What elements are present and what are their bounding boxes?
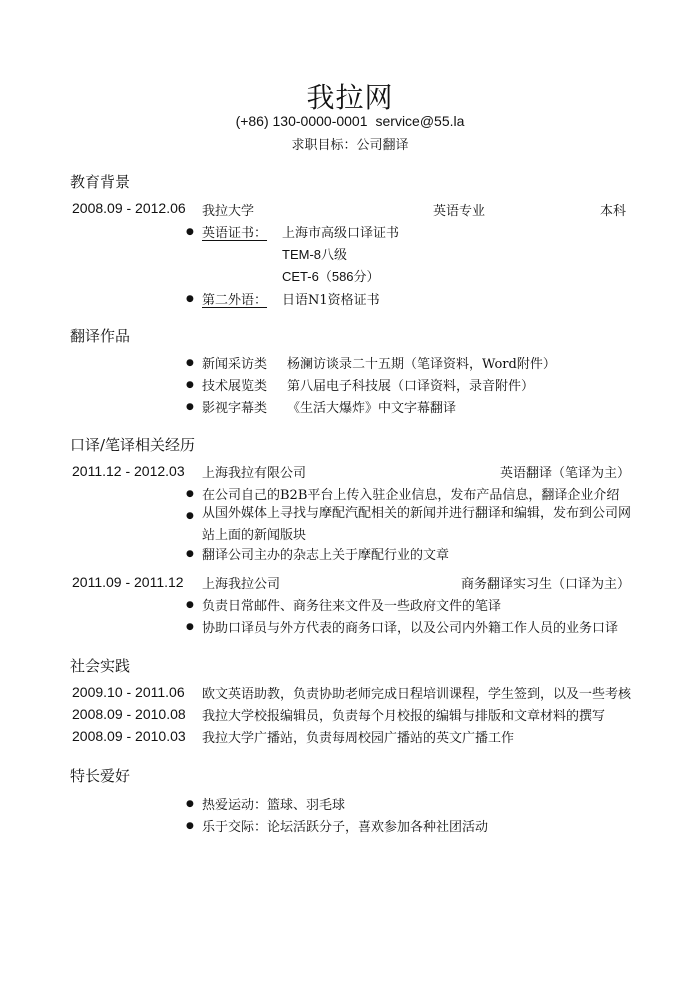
- job-date: 2011.12 - 2012.03: [72, 463, 185, 479]
- job-objective: 求职目标：公司翻译: [291, 138, 409, 153]
- job-duty: 负责日常邮件、商务往来文件及一些政府文件的笔译: [202, 599, 502, 614]
- email-address: service@55.la: [375, 113, 465, 129]
- job-date: 2011.09 - 2011.12: [72, 574, 184, 590]
- cert-label-second-language: 第二外语：: [202, 293, 268, 308]
- practice-description: 我拉大学广播站，负责每周校园广播站的英文广播工作: [202, 731, 515, 746]
- major: 英语专业: [433, 204, 486, 219]
- bullet-icon: ●: [186, 799, 194, 809]
- practice-description: 我拉大学校报编辑员，负责每个月校报的编辑与排版和文章材料的撰写: [202, 709, 606, 724]
- work-category: 新闻采访类: [202, 357, 268, 372]
- bullet-icon: ●: [186, 380, 194, 390]
- hobby-item: 乐于交际：论坛活跃分子，喜欢参加各种社团活动: [202, 820, 489, 835]
- work-description: 《生活大爆炸》中文字幕翻译: [287, 401, 457, 416]
- degree: 本科: [600, 204, 627, 219]
- phone-number: (+86) 130-0000-0001: [235, 113, 368, 129]
- cert-value: 上海市高级口译证书: [282, 226, 400, 241]
- hobby-item: 热爱运动：篮球、羽毛球: [202, 798, 346, 813]
- cert-value: 日语N1资格证书: [282, 293, 380, 308]
- bullet-icon: ●: [186, 821, 194, 831]
- job-duty: 翻译公司主办的杂志上关于摩配行业的文章: [202, 548, 450, 563]
- bullet-icon: ●: [186, 489, 194, 499]
- bullet-icon: ●: [186, 358, 194, 368]
- education-date: 2008.09 - 2012.06: [72, 200, 186, 216]
- contact-line: [0, 113, 700, 129]
- practice-date: 2008.09 - 2010.08: [72, 706, 186, 722]
- cert-label-english: 英语证书：: [202, 226, 268, 241]
- job-duty: 协助口译员与外方代表的商务口译，以及公司内外籍工作人员的业务口译: [202, 621, 619, 636]
- bullet-icon: ●: [186, 294, 194, 304]
- section-title-practice: 社会实践: [70, 657, 131, 675]
- bullet-icon: ●: [186, 600, 194, 610]
- cert-value: TEM-8八级: [282, 247, 348, 262]
- bullet-icon: ●: [186, 402, 194, 412]
- section-title-works: 翻译作品: [70, 327, 131, 345]
- job-company: 上海我拉有限公司: [202, 466, 307, 481]
- school-name: 我拉大学: [202, 204, 255, 219]
- bullet-icon: ●: [186, 549, 194, 559]
- section-title-experience: 口译/笔译相关经历: [70, 436, 196, 454]
- practice-date: 2008.09 - 2010.03: [72, 728, 186, 744]
- job-role: 商务翻译实习生（口译为主）: [460, 577, 630, 592]
- work-description: 第八届电子科技展（口译资料，录音附件）: [287, 379, 535, 394]
- job-company: 上海我拉公司: [202, 577, 281, 592]
- job-duty: 在公司自己的B2B平台上传入驻企业信息，发布产品信息，翻译企业介绍: [202, 488, 620, 503]
- bullet-icon: ●: [186, 622, 194, 632]
- work-description: 杨澜访谈录二十五期（笔译资料，Word附件）: [287, 357, 556, 372]
- section-title-education: 教育背景: [70, 173, 131, 191]
- bullet-icon: ●: [186, 511, 194, 521]
- job-duty: 从国外媒体上寻找与摩配汽配相关的新闻并进行翻译和编辑，发布到公司网站上面的新闻版块: [202, 506, 632, 543]
- work-category: 影视字幕类: [202, 401, 268, 416]
- job-role: 英语翻译（笔译为主）: [499, 466, 630, 481]
- resume-name: 我拉网: [306, 81, 394, 114]
- cert-value: CET-6（586分）: [282, 269, 380, 284]
- section-title-hobbies: 特长爱好: [70, 767, 131, 785]
- practice-date: 2009.10 - 2011.06: [72, 684, 185, 700]
- bullet-icon: ●: [186, 227, 194, 237]
- practice-description: 欧文英语助教，负责协助老师完成日程培训课程，学生签到，以及一些考核: [202, 687, 632, 702]
- work-category: 技术展览类: [202, 379, 268, 394]
